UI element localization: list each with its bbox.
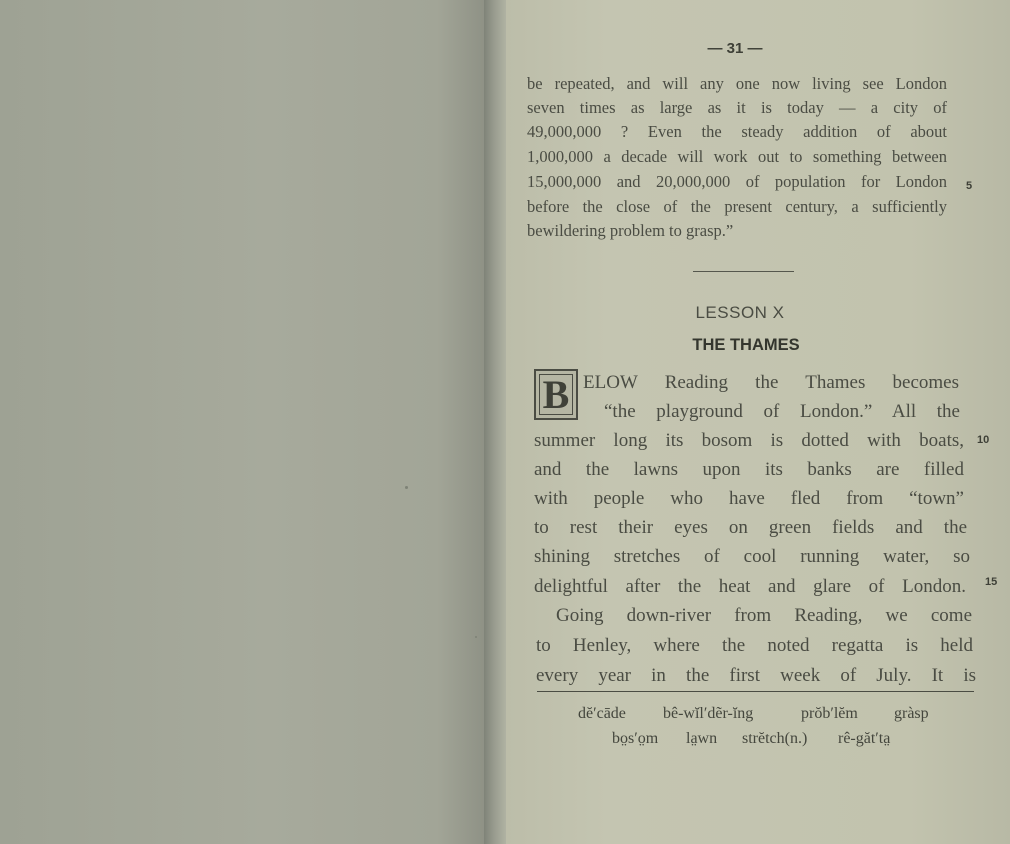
pronunciation-word: bê-wĭl′dẽr-ĭng xyxy=(663,705,754,722)
text-line: 15,000,000 and 20,000,000 of population for London xyxy=(527,172,947,191)
pronunciation-word: la̤wn xyxy=(686,730,718,747)
pronunciation-word: strĕtch(n.) xyxy=(742,730,808,747)
text-line: Going down-river from Reading, we come xyxy=(556,605,972,626)
text-line: 49,000,000 ? Even the steady addition of about xyxy=(527,122,947,141)
paper-speck xyxy=(475,636,477,638)
text-line: be repeated, and will any one now living see London xyxy=(527,74,947,93)
text-line: seven times as large as it is today — a city of xyxy=(527,98,947,117)
text-line: before the close of the present century, a sufficiently xyxy=(527,197,947,216)
pronunciation-word: rê-găt′ta̤ xyxy=(838,730,891,747)
text-line: ELOW Reading the Thames becomes xyxy=(583,372,959,393)
lesson-heading: LESSON X xyxy=(695,303,785,322)
pronunciation-word: dĕ′cāde xyxy=(578,705,626,722)
paper-speck xyxy=(405,486,408,489)
line-number: 15 xyxy=(985,576,998,588)
pronunciation-word: prŏb′lĕm xyxy=(801,705,858,722)
footnote-rule xyxy=(537,691,974,692)
drop-cap-letter: B xyxy=(534,369,578,420)
text-line: to Henley, where the noted regatta is held xyxy=(536,635,973,656)
page-number: — 31 — xyxy=(707,40,763,57)
text-line: and the lawns upon its banks are filled xyxy=(534,459,964,480)
text-line: bewildering problem to grasp.” xyxy=(527,221,734,240)
text-line: every year in the first week of July. It is xyxy=(536,665,976,686)
text-line: shining stretches of cool running water, so xyxy=(534,546,970,567)
section-divider xyxy=(693,271,794,272)
text-line: summer long its bosom is dotted with boats, xyxy=(534,430,964,451)
pronunciation-word: gràsp xyxy=(894,705,929,722)
text-line: delightful after the heat and glare of London. xyxy=(534,576,966,597)
text-line: to rest their eyes on green fields and the xyxy=(534,517,967,538)
book-gutter xyxy=(484,0,508,844)
text-line: with people who have fled from “town” xyxy=(534,488,964,509)
line-number: 10 xyxy=(977,434,990,446)
pronunciation-word: bo̤s′o̤m xyxy=(612,730,659,747)
text-line: “the playground of London.” All the xyxy=(604,401,960,422)
line-number: 5 xyxy=(966,180,973,192)
left-page xyxy=(0,0,486,844)
lesson-title: THE THAMES xyxy=(692,336,800,354)
text-line: 1,000,000 a decade will work out to something between xyxy=(527,147,947,166)
